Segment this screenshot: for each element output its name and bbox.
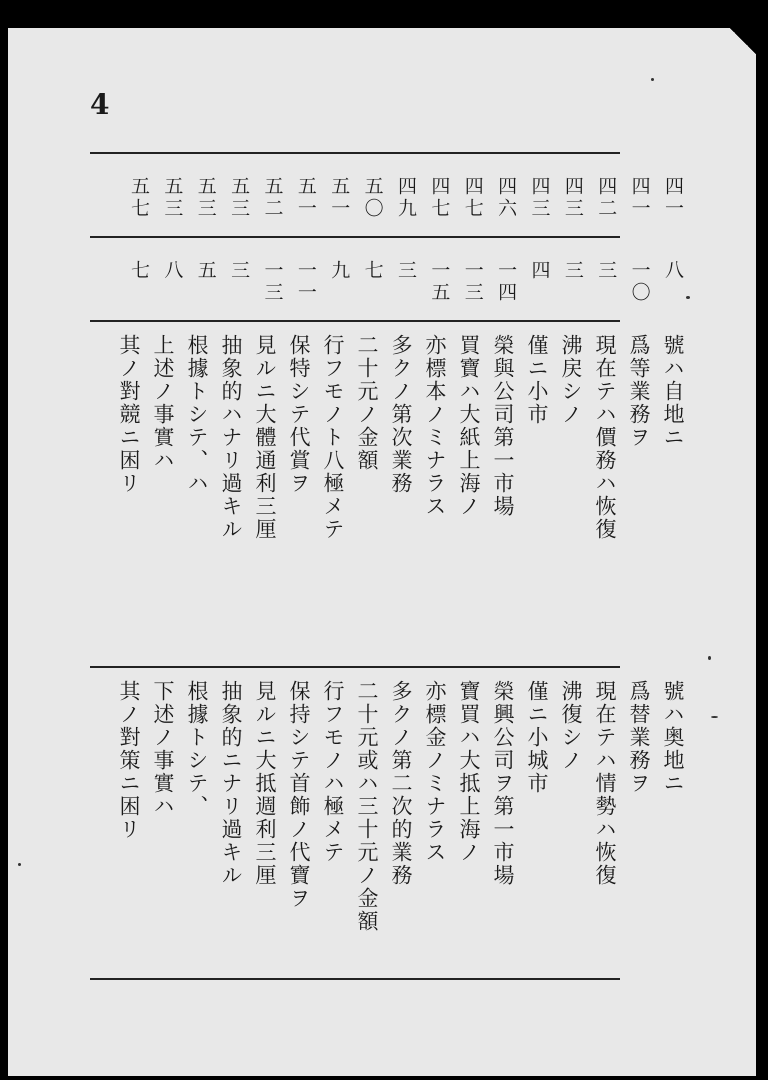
errata-entry: 號ハ自地ニ (661, 334, 685, 449)
errata-entry: 現在テハ價務ハ恢復 (593, 334, 617, 541)
line-number-cell: 四 (528, 260, 551, 282)
correction-entry: 寶買ハ大抵上海ノ (457, 680, 481, 864)
line-number-cell: 一三 (461, 260, 484, 304)
correction-entry: 其ノ對策ニ困リ (117, 680, 141, 841)
line-number-cell: 九 (328, 260, 351, 282)
page-number-cell: 四一 (662, 176, 684, 220)
document-page (8, 28, 756, 1076)
page-number-cell: 五〇 (361, 176, 384, 220)
line-number-cell: 一四 (495, 260, 518, 304)
errata-entry: 榮與公司第一市場 (491, 334, 515, 518)
dust-speck (711, 716, 718, 718)
correction-entry: 爲替業務ヲ (627, 680, 651, 795)
correction-entry: 見ルニ大抵週利三厘 (253, 680, 277, 887)
page-number-cell: 四一 (628, 176, 651, 220)
line-number-cell: 一三 (261, 260, 284, 304)
line-number-cell: 五 (194, 260, 217, 282)
line-number-cell: 一〇 (628, 260, 651, 304)
correction-entry: 行フモノハ極メテ (321, 680, 345, 864)
line-number-cell: 三 (395, 260, 417, 282)
errata-entry: 上述ノ事實ハ (151, 334, 175, 472)
line-number-cell: 三 (561, 260, 584, 282)
page-number-cell: 四二 (595, 176, 618, 220)
page-number-cell: 四七 (428, 176, 451, 220)
line-number-cell: 七 (128, 260, 150, 282)
errata-column-block (112, 334, 690, 541)
correction-entry: 榮興公司ヲ第一市場 (491, 680, 515, 887)
dust-speck (18, 863, 21, 866)
page-number-cell: 四七 (461, 176, 484, 220)
line-number-cell: 一五 (428, 260, 451, 304)
page-number-cell: 四三 (528, 176, 551, 220)
page-number-cell: 四六 (495, 176, 518, 220)
line-number-cell: 八 (161, 260, 184, 282)
dust-speck (686, 296, 690, 299)
page-line-divider (90, 236, 620, 238)
errata-top-rule (90, 320, 620, 322)
errata-entry: 買寶ハ大紙上海ノ (457, 334, 481, 518)
page-corner-fold (730, 28, 756, 54)
page-number-cell: 五一 (294, 176, 317, 220)
correction-entry: 保持シテ首飾ノ代寶ヲ (287, 680, 311, 910)
correction-entry: 現在テハ情勢ハ恢復 (593, 680, 617, 887)
errata-entry: 根據トシテ、ハ (185, 334, 209, 495)
page-number-cell: 五一 (328, 176, 351, 220)
correction-entry: 二十元或ハ三十元ノ金額 (355, 680, 379, 933)
line-number-cell: 一一 (294, 260, 317, 304)
line-number-cell: 三 (228, 260, 251, 282)
page-number-cell: 四九 (395, 176, 417, 220)
errata-entry: 行フモノト八極メテ (321, 334, 345, 541)
errata-entry: 亦標本ノミナラス (423, 334, 447, 518)
errata-entry: 二十元ノ金額 (355, 334, 379, 472)
page-number-cell: 五七 (128, 176, 150, 220)
page-number-cell: 五三 (228, 176, 251, 220)
errata-entry: 其ノ對競ニ困リ (117, 334, 141, 495)
errata-entry: 僅ニ小市 (525, 334, 549, 426)
errata-entry: 多クノ第次業務 (389, 334, 413, 495)
errata-entry: 保特シテ代賞ヲ (287, 334, 311, 495)
dust-speck (708, 656, 711, 660)
correction-entry: 亦標金ノミナラス (423, 680, 447, 864)
errata-entry: 見ルニ大體通利三厘 (253, 334, 277, 541)
table-top-rule (90, 152, 620, 154)
errata-entry: 抽象的ハナリ過キル (219, 334, 243, 541)
errata-entry: 爲等業務ヲ (627, 334, 651, 449)
correction-entry: 僅ニ小城市 (525, 680, 549, 795)
page-number-cell: 四三 (561, 176, 584, 220)
page-number-cell: 五三 (194, 176, 217, 220)
table-bottom-rule (90, 978, 620, 980)
line-number-row (126, 260, 686, 304)
corrections-top-rule (90, 666, 620, 668)
page-number-cell: 五三 (161, 176, 184, 220)
correction-entry: 下述ノ事實ハ (151, 680, 175, 818)
correction-entry: 抽象的ニナリ過キル (219, 680, 243, 887)
correction-entry: 多クノ第二次的業務 (389, 680, 413, 887)
line-number-cell: 三 (595, 260, 618, 282)
correction-entry: 根據トシテ、 (185, 680, 209, 818)
page-number-cell: 五二 (261, 176, 284, 220)
dust-speck (651, 78, 654, 81)
page-number-row (126, 176, 686, 220)
line-number-cell: 八 (662, 260, 684, 282)
corrections-column-block (112, 680, 690, 933)
line-number-cell: 七 (361, 260, 384, 282)
errata-entry: 沸戻シノ (559, 334, 583, 426)
correction-entry: 號ハ奥地ニ (661, 680, 685, 795)
correction-entry: 沸復シノ (559, 680, 583, 772)
page-number: 4 (90, 88, 110, 121)
